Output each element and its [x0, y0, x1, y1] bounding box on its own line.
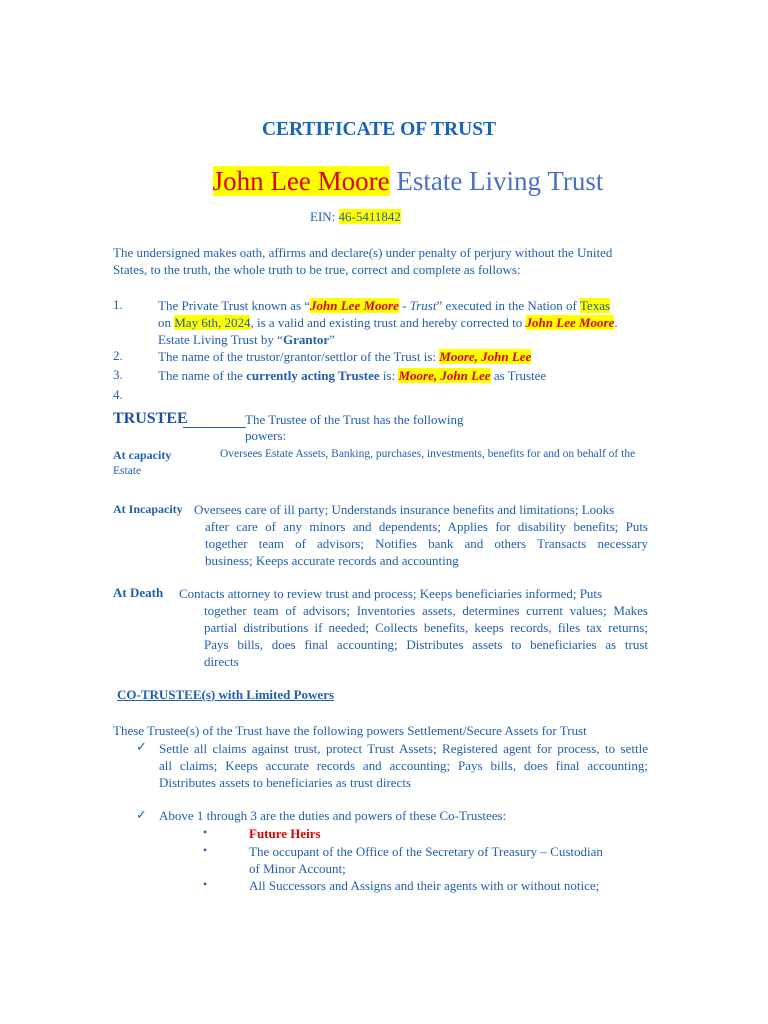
item-2: The name of the trustor/grantor/settlor of the Trust is: Moore, John Lee — [158, 349, 532, 364]
at-capacity-text-cont: Estate — [113, 465, 142, 477]
at-incapacity-label: At Incapacity — [113, 502, 183, 516]
item-number-4: 4. — [113, 387, 123, 402]
bullet-icon: • — [203, 877, 208, 891]
trustee-heading-underline — [183, 427, 246, 428]
at-incapacity-line-3: together team of advisors; Notifies bank and others Transacts necessary — [205, 536, 648, 551]
item-1-line-1: The Private Trust known as “John Lee Moore - Trust” executed in the Nation of Texas — [158, 298, 611, 313]
co-trustee-heading: CO-TRUSTEE(s) with Limited Powers — [117, 687, 335, 702]
intro-paragraph: The undersigned makes oath, affirms and declare(s) under penalty of perjury without the United States, to the truth, the whole truth to be true, correct and complete as follows: — [113, 245, 613, 277]
item-number-3: 3. — [113, 367, 123, 382]
check-icon: ✓ — [136, 807, 147, 822]
co-trustee-power-1-line-2: all claims; Keeps accurate records and accounting; Pays bills, does final accounting; — [159, 758, 648, 773]
trust-name-ref-2: John Lee Moore — [525, 315, 615, 330]
item-number-2: 2. — [113, 348, 123, 363]
bullet-icon: • — [203, 843, 208, 857]
at-capacity-label: At capacity — [113, 448, 172, 462]
bullet-icon: • — [203, 825, 208, 839]
trust-name-ref: John Lee Moore — [310, 298, 399, 313]
trustee-name: Moore, John Lee — [398, 368, 491, 383]
ein-line — [310, 209, 401, 225]
grantor-name: Moore, John Lee — [439, 349, 532, 364]
at-death-line-4: Pays bills, does final accounting; Distributes assets to beneficiaries as trust — [204, 637, 648, 652]
at-death-line-5: directs — [204, 654, 239, 669]
at-capacity-text: Oversees Estate Assets, Banking, purchases, investments, benefits for and on behalf of the — [220, 448, 636, 460]
ein-value: 46-5411842 — [338, 209, 401, 224]
trustee-powers-intro: The Trustee of the Trust has the following powers: — [245, 412, 464, 443]
co-trustee-intro: These Trustee(s) of the Trust have the following powers Settlement/Secure Assets for Trust — [113, 723, 587, 738]
item-3: The name of the currently acting Trustee is: Moore, John Lee as Trustee — [158, 368, 547, 383]
successors-assigns: All Successors and Assigns and their agents with or without notice; — [249, 878, 600, 893]
document-title: CERTIFICATE OF TRUST — [261, 119, 497, 140]
treasury-secretary-line-2: of Minor Account; — [249, 861, 346, 876]
co-trustee-power-1-line-1: Settle all claims against trust, protect Trust Assets; Registered agent for process, to settle — [159, 741, 648, 756]
date-value: May 6th, 2024 — [174, 315, 251, 330]
future-heirs: Future Heirs — [249, 826, 321, 841]
at-incapacity-line-2: after care of any minors and dependents; Applies for disability benefits; Puts — [205, 519, 648, 534]
at-death-line-1: Contacts attorney to review trust and process; Keeps beneficiaries informed; Puts — [179, 586, 603, 601]
grantor-term: Grantor — [282, 332, 330, 347]
at-incapacity-line-4: business; Keeps accurate records and accounting — [205, 553, 459, 568]
item-1-line-2: on May 6th, 2024, is a valid and existing trust and hereby corrected to John Lee Moore. — [158, 315, 618, 330]
item-number-1: 1. — [113, 297, 123, 312]
at-incapacity-line-1: Oversees care of ill party; Understands insurance benefits and limitations; Looks — [194, 502, 615, 517]
at-death-line-3: partial distributions if needed; Collects benefits, keeps records, files tax returns; — [204, 620, 648, 635]
trust-name-heading — [0, 166, 768, 197]
item-1 — [158, 297, 648, 348]
at-death-label: At Death — [113, 585, 164, 600]
at-death-line-2: together team of advisors; Inventories assets, determines current values; Makes — [204, 603, 648, 618]
co-trustee-power-2: Above 1 through 3 are the duties and powers of these Co-Trustees: — [159, 808, 507, 823]
trustee-heading: TRUSTEE — [113, 410, 188, 427]
ein-label: EIN: — [310, 209, 339, 224]
treasury-secretary-line-1: The occupant of the Office of the Secretary of Treasury – Custodian — [249, 844, 603, 859]
nation-value: Texas — [579, 298, 611, 313]
co-trustee-power-1-line-3: Distributes assets to beneficiaries as trust directs — [159, 775, 411, 790]
trust-holder-name: John Lee Moore — [212, 166, 390, 196]
item-1-line-3: Estate Living Trust by “Grantor” — [158, 332, 335, 347]
check-icon: ✓ — [136, 739, 147, 754]
trust-name-suffix: Estate Living Trust — [389, 166, 604, 196]
